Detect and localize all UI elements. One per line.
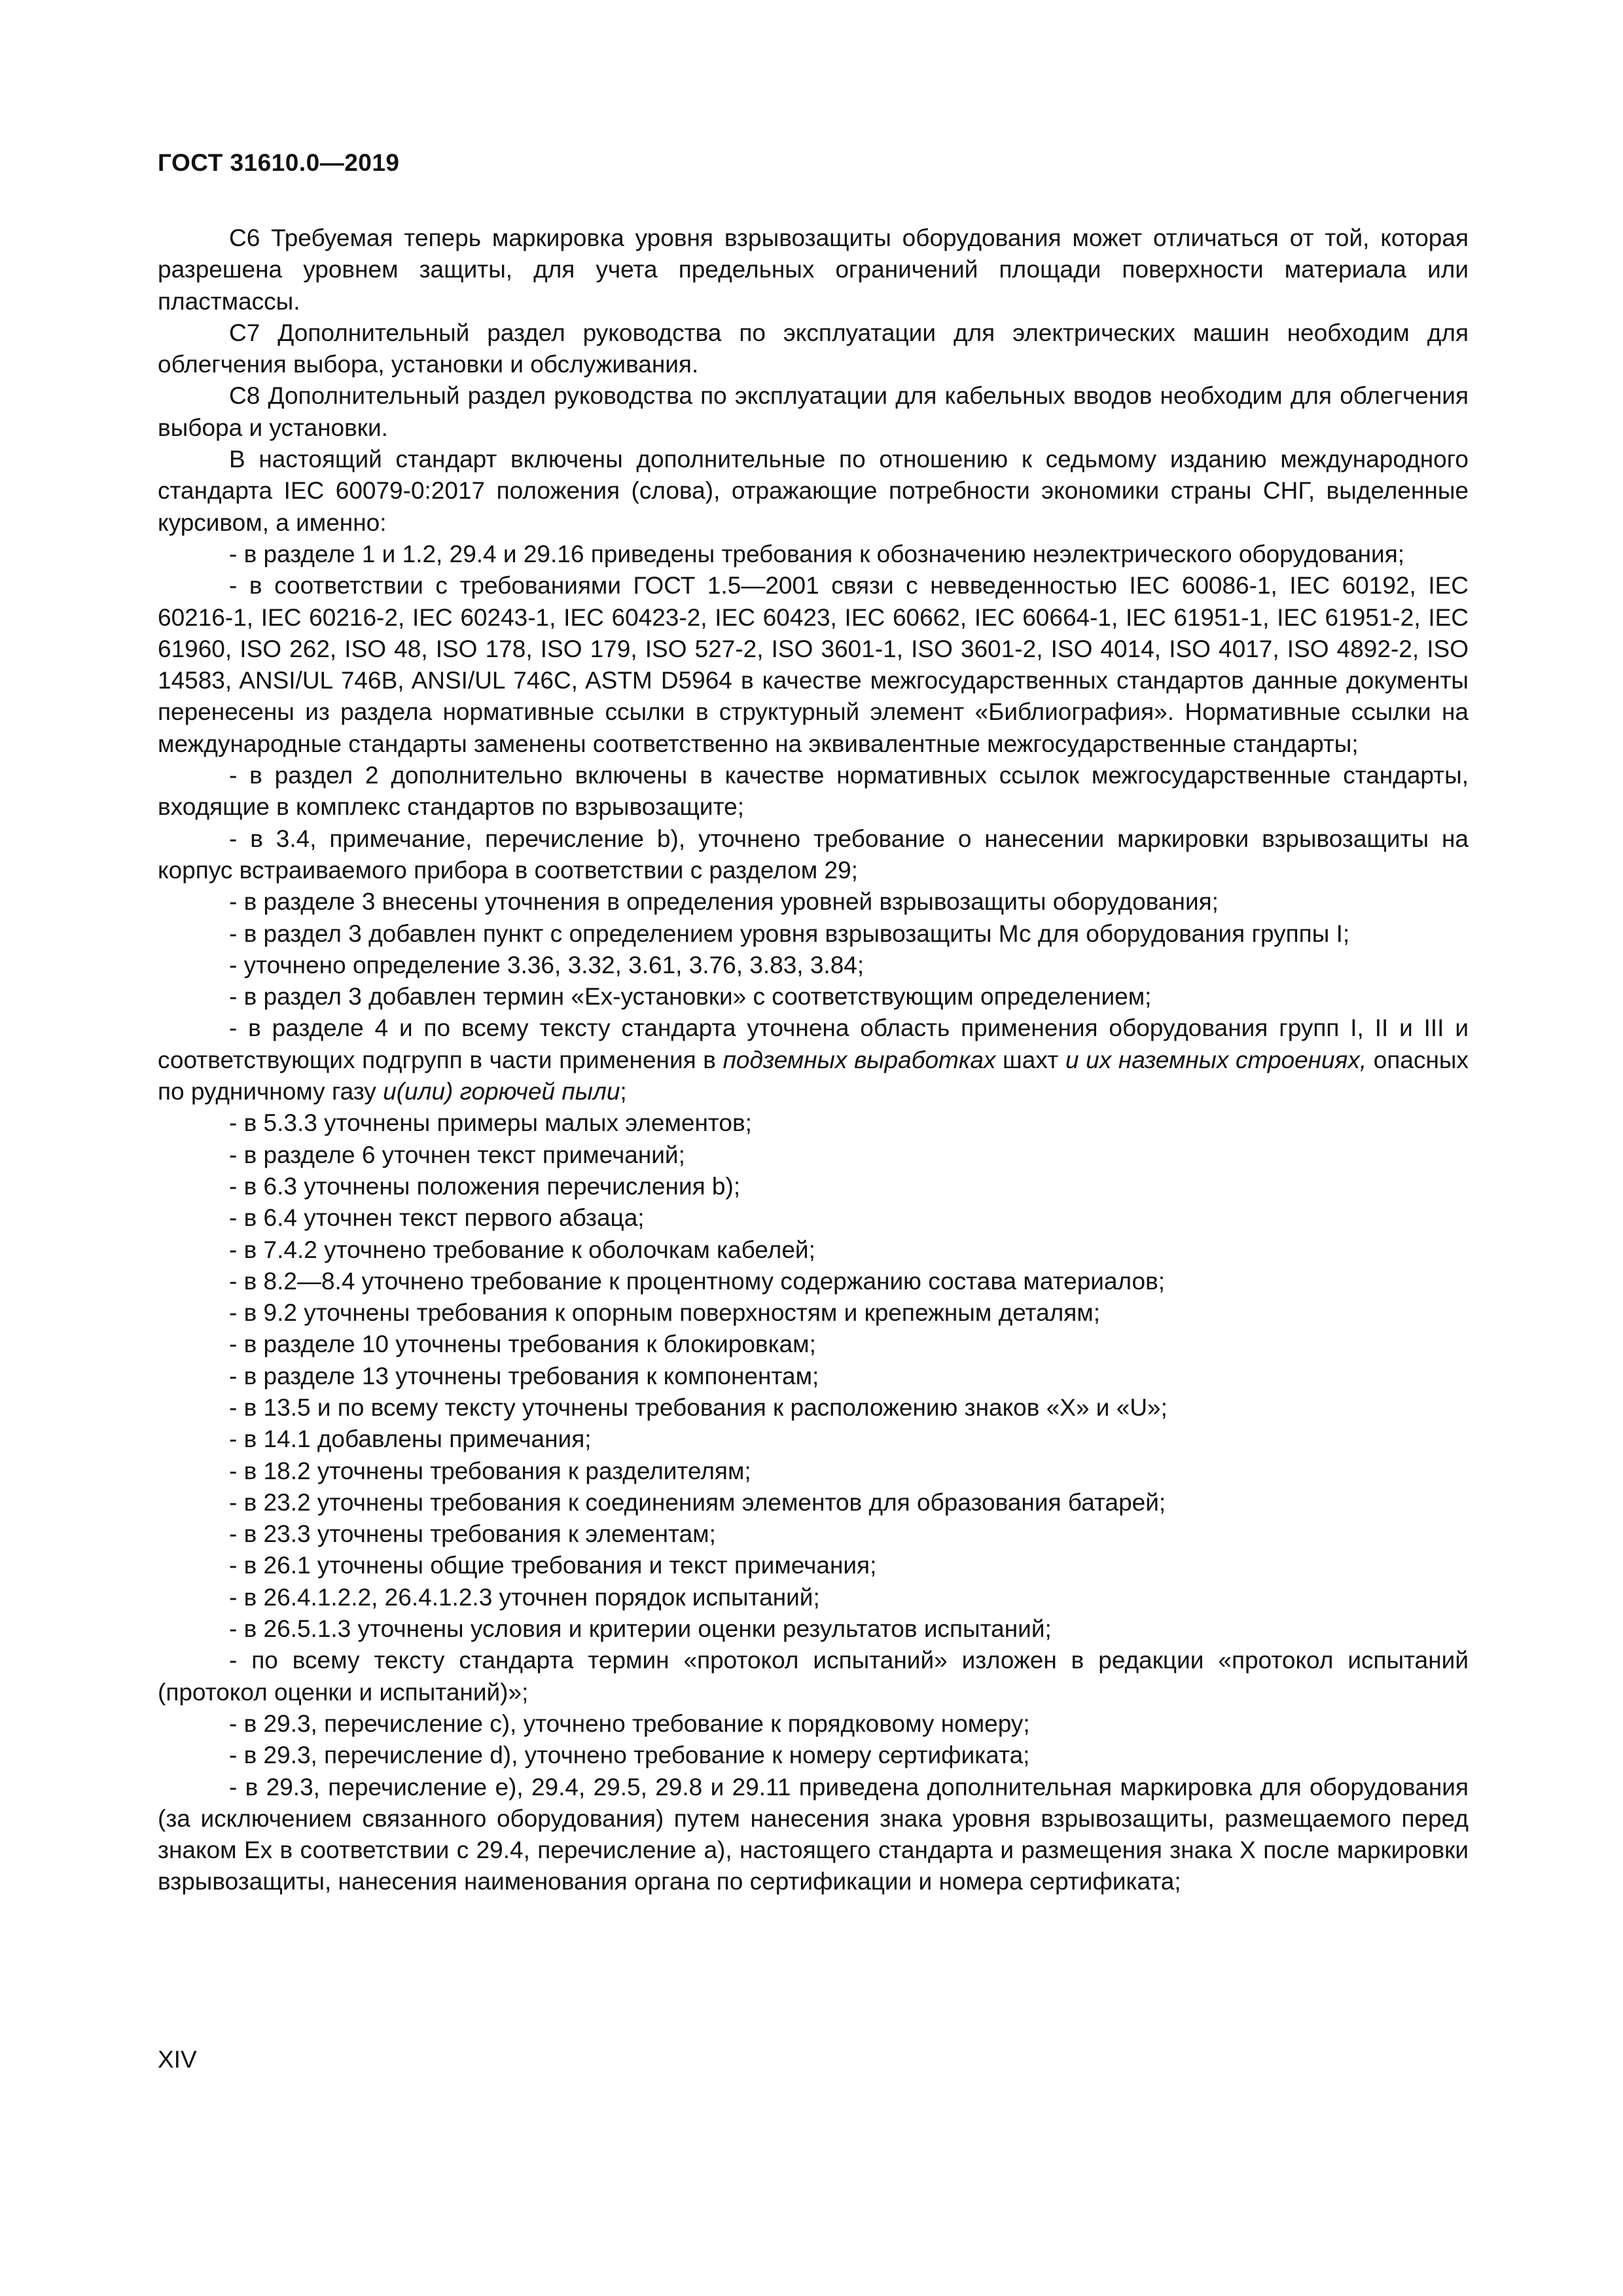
text-run: - в 13.5 и по всему тексту уточнены требования к расположению знаков «X» и «U»; bbox=[229, 1393, 1168, 1421]
paragraph bbox=[158, 1361, 1469, 1392]
text-run: С8 Дополнительный раздел руководства по эксплуатации для кабельных вводов необходим для облегчения выбора и установки. bbox=[158, 382, 1469, 441]
italic-text-run: и их наземных строениях, bbox=[1065, 1046, 1367, 1073]
text-run: - в 7.4.2 уточнено требование к оболочкам кабелей; bbox=[229, 1236, 815, 1263]
text-run: - в 14.1 добавлены примечания; bbox=[229, 1426, 592, 1453]
paragraph bbox=[158, 1550, 1469, 1581]
text-run: - в разделе 13 уточнены требования к компонентам; bbox=[229, 1362, 819, 1390]
paragraph bbox=[158, 1171, 1469, 1202]
paragraph bbox=[158, 760, 1469, 823]
text-run: - по всему тексту стандарта термин «протокол испытаний» изложен в редакции «протокол испытаний (протокол оценки и испытаний)»; bbox=[158, 1647, 1469, 1706]
paragraph bbox=[158, 1234, 1469, 1266]
document-body bbox=[158, 223, 1469, 1898]
text-run: шахт bbox=[995, 1046, 1065, 1073]
text-run: - в разделе 10 уточнены требования к блокировкам; bbox=[229, 1331, 816, 1358]
text-run: - в разделе 1 и 1.2, 29.4 и 29.16 приведены требования к обозначению неэлектрического оборудования; bbox=[229, 540, 1405, 567]
paragraph bbox=[158, 1424, 1469, 1455]
text-run: - в 23.2 уточнены требования к соединениям элементов для образования батарей; bbox=[229, 1488, 1166, 1516]
text-run: С7 Дополнительный раздел руководства по эксплуатации для электрических машин необходим для облегчения выбора, установки и обслуживания. bbox=[158, 319, 1469, 378]
text-run: - в 26.4.1.2.2, 26.4.1.2.3 уточнен порядок испытаний; bbox=[229, 1583, 820, 1611]
text-run: - в 23.3 уточнены требования к элементам; bbox=[229, 1520, 716, 1548]
text-run: - в 29.3, перечисление е), 29.4, 29.5, 29.8 и 29.11 приведена дополнительная маркировка для оборудования (за исключением связанного оборудования) путем нанесения знака уровня взрывозащиты, размещаемого перед знаком Ех в соответствии с 29.4, перечисление а), настоящего стандарта и размещения знака X после маркировки взрывозащиты, нанесения наименования органа по сертификации и номера сертификата; bbox=[158, 1773, 1469, 1895]
text-run: - в 29.3, перечисление d), уточнено требование к номеру сертификата; bbox=[229, 1742, 1030, 1769]
text-run: - уточнено определение 3.36, 3.32, 3.61, 3.76, 3.83, 3.84; bbox=[229, 951, 865, 978]
paragraph bbox=[158, 570, 1469, 760]
paragraph bbox=[158, 444, 1469, 539]
text-run: ; bbox=[620, 1078, 627, 1105]
paragraph bbox=[158, 223, 1469, 317]
paragraph bbox=[158, 1772, 1469, 1898]
paragraph bbox=[158, 1266, 1469, 1297]
text-run: С6 Требуемая теперь маркировка уровня взрывозащиты оборудования может отличаться от той, которая разрешена уровнем защиты, для учета предельных ограничений площади поверхности материала или пластмассы. bbox=[158, 224, 1469, 315]
text-run: - в 6.3 уточнены положения перечисления b); bbox=[229, 1172, 741, 1200]
text-run: - в 5.3.3 уточнены примеры малых элементов; bbox=[229, 1109, 752, 1137]
paragraph bbox=[158, 1107, 1469, 1139]
page-number: XIV bbox=[158, 2046, 197, 2073]
text-run: - в соответствии с требованиями ГОСТ 1.5—2001 связи с невведенностью IEC 60086-1, IEC 60192, IEC 60216-1, IEC 60216-2, IEC 60243-1, IEC 60423-2, IEC 60423, IEC 60662, IEC 60664-1, IEC 61951-1, IEC 61951-2, IEC 61960, ISO 262, ISO 48, ISO 178, ISO 179, ISO 527-2, ISO 3601-1, ISO 3601-2, ISO 4014, ISO 4017, ISO 4892-2, ISO 14583, ANSI/UL 746B, ANSI/UL 746C, ASTM D5964 в качестве межгосударственных стандартов данные документы перенесены из раздела нормативные ссылки в структурный элемент «Библиография». Нормативные ссылки на международные стандарты заменены соответственно на эквивалентные межгосударственные стандарты; bbox=[158, 572, 1469, 757]
text-run: - в 29.3, перечисление с), уточнено требование к порядковому номеру; bbox=[229, 1710, 1030, 1737]
text-run: В настоящий стандарт включены дополнительные по отношению к седьмому изданию международного стандарта IEC 60079-0:2017 положения (слова), отражающие потребности экономики страны СНГ, выделенные курсивом, а именно: bbox=[158, 446, 1469, 536]
paragraph bbox=[158, 1202, 1469, 1234]
paragraph bbox=[158, 1708, 1469, 1740]
paragraph bbox=[158, 539, 1469, 570]
paragraph bbox=[158, 1645, 1469, 1708]
text-run: - в разделе 3 внесены уточнения в определения уровней взрывозащиты оборудования; bbox=[229, 888, 1219, 916]
text-run: - в раздел 2 дополнительно включены в качестве нормативных ссылок межгосударственные стандарты, входящие в комплекс стандартов по взрывозащите; bbox=[158, 762, 1469, 821]
italic-text-run: и(или) горючей пыли bbox=[383, 1078, 620, 1105]
text-run: - в разделе 4 и по всему тексту стандарта уточнена область применения оборудования групп I, II и III и соответствующих подгрупп в части применения в bbox=[158, 1014, 1469, 1073]
paragraph bbox=[158, 317, 1469, 381]
paragraph bbox=[158, 380, 1469, 444]
text-run: - в 18.2 уточнены требования к разделителям; bbox=[229, 1457, 751, 1484]
text-run: - в 6.4 уточнен текст первого абзаца; bbox=[229, 1204, 645, 1232]
paragraph bbox=[158, 1329, 1469, 1360]
paragraph bbox=[158, 1613, 1469, 1645]
text-run: - в раздел 3 добавлен термин «Ех-установки» с соответствующим определением; bbox=[229, 983, 1152, 1011]
paragraph bbox=[158, 823, 1469, 887]
paragraph bbox=[158, 1139, 1469, 1171]
text-run: - в 9.2 уточнены требования к опорным поверхностям и крепежным деталям; bbox=[229, 1299, 1100, 1327]
text-run: опасных по рудничному газу bbox=[158, 1046, 1469, 1105]
text-run: - в 8.2—8.4 уточнено требование к процентному содержанию состава материалов; bbox=[229, 1267, 1166, 1295]
text-run: - в раздел 3 добавлен пункт с определением уровня взрывозащиты Мс для оборудования группы I; bbox=[229, 920, 1350, 947]
paragraph bbox=[158, 1013, 1469, 1107]
paragraph bbox=[158, 1297, 1469, 1329]
paragraph bbox=[158, 1582, 1469, 1613]
paragraph bbox=[158, 950, 1469, 981]
italic-text-run: подземных выработках bbox=[722, 1046, 996, 1073]
text-run: - в 3.4, примечание, перечисление b), уточнено требование о нанесении маркировки взрывозащиты на корпус встраиваемого прибора в соответствии с разделом 29; bbox=[158, 825, 1469, 884]
paragraph bbox=[158, 981, 1469, 1013]
paragraph bbox=[158, 1456, 1469, 1487]
paragraph bbox=[158, 1392, 1469, 1424]
paragraph bbox=[158, 886, 1469, 918]
paragraph bbox=[158, 918, 1469, 950]
text-run: - в 26.1 уточнены общие требования и текст примечания; bbox=[229, 1552, 877, 1579]
paragraph bbox=[158, 1740, 1469, 1771]
paragraph bbox=[158, 1487, 1469, 1518]
text-run: - в разделе 6 уточнен текст примечаний; bbox=[229, 1141, 685, 1168]
text-run: - в 26.5.1.3 уточнены условия и критерии оценки результатов испытаний; bbox=[229, 1615, 1052, 1643]
document-code-header: ГОСТ 31610.0—2019 bbox=[158, 149, 400, 176]
paragraph bbox=[158, 1518, 1469, 1550]
